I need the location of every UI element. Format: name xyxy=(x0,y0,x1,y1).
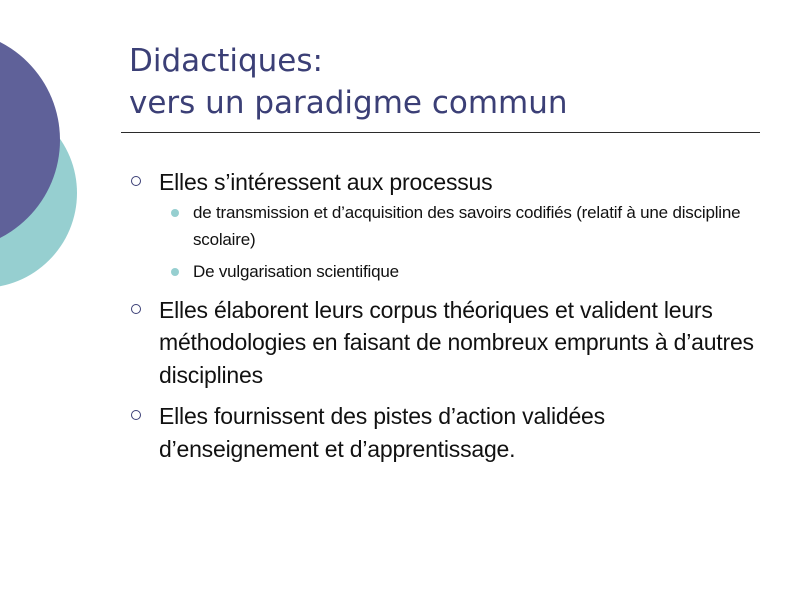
bullet-list xyxy=(130,166,760,465)
slide-title-line-1: Didactiques: xyxy=(129,43,323,79)
hollow-circle-bullet-icon xyxy=(131,176,141,186)
bullet-text: Elles s’intéressent aux processus xyxy=(159,169,493,195)
hollow-circle-bullet-icon xyxy=(131,304,141,314)
slide-title xyxy=(129,40,759,124)
title-divider xyxy=(121,132,760,133)
bullet-item xyxy=(130,400,760,465)
sub-bullet-item xyxy=(159,199,760,253)
decorative-circles xyxy=(0,0,90,330)
dot-bullet-icon xyxy=(171,209,179,217)
bullet-text: Elles élaborent leurs corpus théoriques et valident leurs méthodologies en faisant de nombreux emprunts à d’autres disciplines xyxy=(159,296,754,388)
slide-title-line-2: vers un paradigme commun xyxy=(129,85,568,121)
sub-bullet-text: De vulgarisation scientifique xyxy=(193,261,399,281)
sub-bullet-item xyxy=(159,258,760,285)
bullet-item xyxy=(130,166,760,285)
sub-bullet-text: de transmission et d’acquisition des savoirs codifiés (relatif à une discipline scolaire) xyxy=(193,202,741,249)
slide-body xyxy=(130,166,760,474)
hollow-circle-bullet-icon xyxy=(131,410,141,420)
sub-bullet-list xyxy=(159,199,760,285)
dot-bullet-icon xyxy=(171,268,179,276)
bullet-text: Elles fournissent des pistes d’action validées d’enseignement et d’apprentissage. xyxy=(159,403,605,462)
bullet-item xyxy=(130,294,760,392)
